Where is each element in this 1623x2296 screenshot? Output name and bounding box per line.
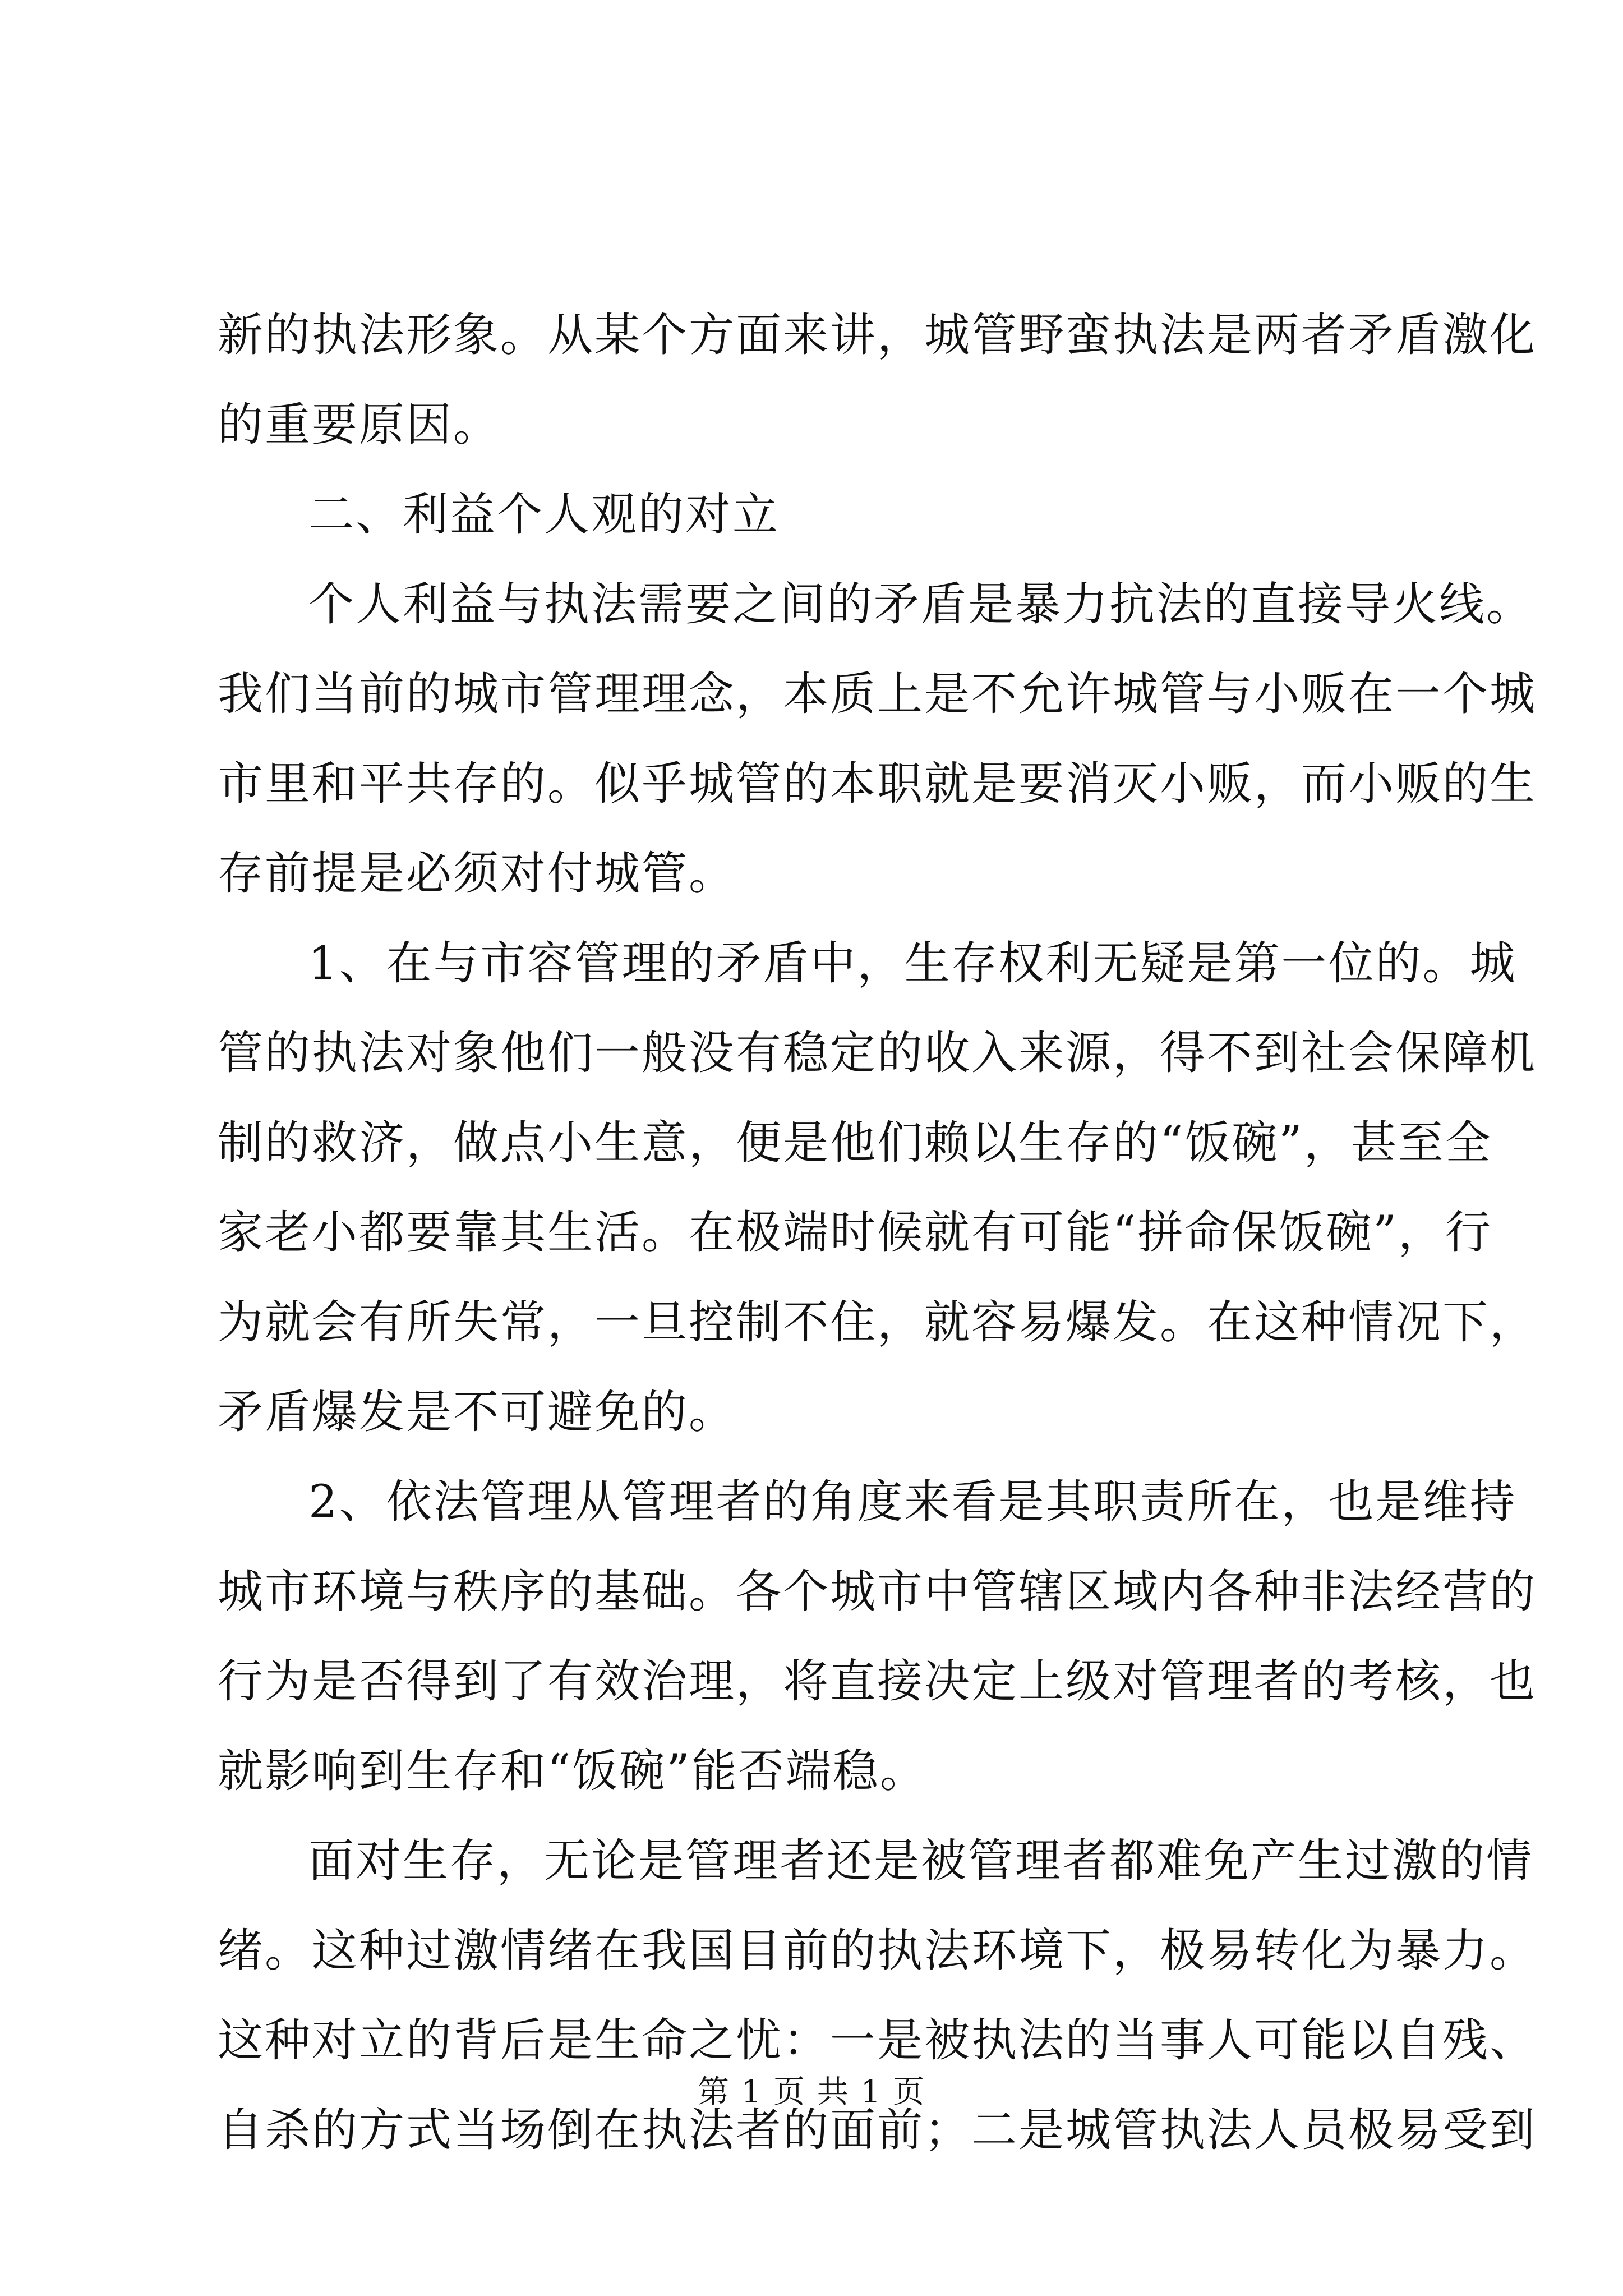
page-footer: [0, 2073, 1623, 2112]
text-line: 我们当前的城市管理理念，本质上是不允许城管与小贩在一个城: [218, 668, 1537, 721]
text-line: 自杀的方式当场倒在执法者的面前；二是城管执法人员极易受到: [218, 2104, 1537, 2157]
text-line: 2、依法管理从管理者的角度来看是其职责所在，也是维持: [308, 1476, 1517, 1529]
text-line: 管的执法对象他们一般没有稳定的收入来源，得不到社会保障机: [218, 1027, 1537, 1080]
text-line: 就影响到生存和“饭碗”能否端稳。: [218, 1745, 927, 1798]
text-line: 这种对立的背后是生命之忧：一是被执法的当事人可能以自残、: [218, 2014, 1537, 2067]
text-line: 绪。这种过激情绪在我国目前的执法环境下，极易转化为暴力。: [218, 1925, 1537, 1977]
text-line: 存前提是必须对付城管。: [218, 848, 736, 900]
text-line: 家老小都要靠其生活。在极端时候就有可能“拼命保饭碗”，行: [218, 1207, 1492, 1259]
text-line: 行为是否得到了有效治理，将直接决定上级对管理者的考核，也: [218, 1655, 1537, 1708]
text-line: 面对生存，无论是管理者还是被管理者都难免产生过激的情: [308, 1835, 1534, 1888]
text-line: 矛盾爆发是不可避免的。: [218, 1386, 736, 1439]
page-number-label: 第 1 页 共 1 页: [697, 2074, 926, 2110]
text-line: 个人利益与执法需要之间的矛盾是暴力抗法的直接导火线。: [308, 578, 1534, 631]
text-line: 制的救济，做点小生意，便是他们赖以生存的“饭碗”，甚至全: [218, 1117, 1492, 1170]
body-text: [218, 291, 1537, 2175]
text-line: 为就会有所失常，一旦控制不住，就容易爆发。在这种情况下，: [218, 1296, 1537, 1349]
section-heading: 二、利益个人观的对立: [308, 489, 780, 541]
text-line: 城市环境与秩序的基础。各个城市中管辖区域内各种非法经营的: [218, 1566, 1537, 1618]
text-line: 新的执法形象。从某个方面来讲，城管野蛮执法是两者矛盾激化: [218, 309, 1537, 362]
text-line: 的重要原因。: [218, 399, 501, 452]
text-line: 1、在与市容管理的矛盾中，生存权利无疑是第一位的。城: [308, 937, 1517, 990]
text-line: 市里和平共存的。似乎城管的本职就是要消灭小贩，而小贩的生: [218, 758, 1537, 811]
